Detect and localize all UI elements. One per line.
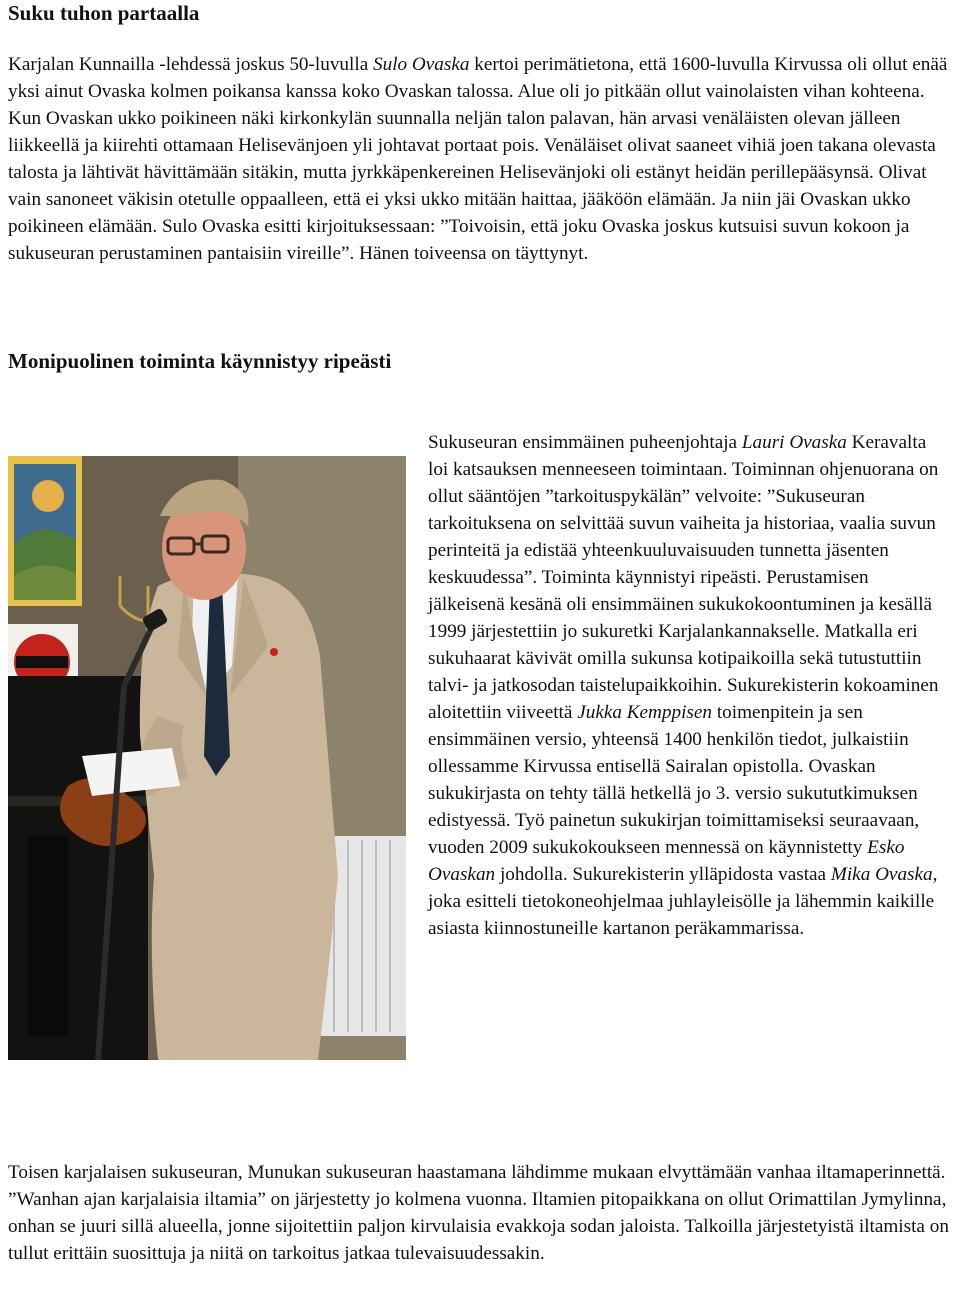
photo-piano xyxy=(8,676,148,1060)
italic-name: Esko Ovaskan xyxy=(428,837,905,885)
section-heading-monipuolinen-toiminta: Monipuolinen toiminta käynnistyy ripeästi xyxy=(8,349,392,373)
section1-paragraph: Karjalan Kunnailla -lehdessä joskus 50-luvulla Sulo Ovaska kertoi perimätietona, että 1600-luvulla Kirvussa oli ollut enää yksi ainut Ovaska kolmen poikansa kanssa koko Ovaskan talossa. Alue oli jo pitkään ollut vainolaisten vihan kohteena. Kun Ovaskan ukko poikineen näki kirkonkylän suunnalla neljän talon palavan, hän arvasi venäläisten olevan jälleen liikkeellä ja kiirehti ottamaan Helisevänjoen yli johtavat portaat pois. Venäläiset olivat saaneet vihiä joen takana olevasta talosta ja lähtivät hävittämään sitäkin, mutta jyrkkäpenkereinen Helisevänjoki oli estänyt heidän perillepääsynsä. Olivat vain sanoneet väkisin otetulle oppaalleen, että ei yksi ukko mitään haittaa, jääköön elämään. Ja niin jäi Ovaskan ukko poikineen elämään. Sulo Ovaska esitti kirjoituksessaan: ”Toivoisin, että joku Ovaska joskus kutsuisi suvun kokoon ja sukuseuran perustaminen pantaisiin vireille”. Hänen toiveensa on täyttynyt. xyxy=(8,54,948,264)
section-heading-suku-tuhon-partaalla: Suku tuhon partaalla xyxy=(8,1,200,25)
section2-paragraph: Sukuseuran ensimmäinen puheenjohtaja Lauri Ovaska Keravalta loi katsauksen menneeseen toimintaan. Toiminnan ohjenuorana on ollut sääntöjen ”tarkoituspykälän” velvoite: ”Sukuseuran tarkoituksena on selvittää suvun vaiheita ja historiaa, vaalia suvun perinteitä ja edistää yhteenkuuluvaisuuden tunnetta jäsenten keskuudessa”. Toiminta käynnistyi ripeästi. Perustamisen jälkeisenä kesänä oli ensimmäinen sukukokoontuminen ja kesällä 1999 järjestettiin jo sukuretki Karjalankannakselle. Matkalla eri sukuhaarat kävivät omilla sukunsa kotipaikoilla sekä tutustuttiin talvi- ja jatkosodan taistelupaikkoihin. Sukurekisterin kokoaminen aloitettiin viiveettä Jukka Kemppisen toimenpitein ja sen ensimmäinen versio, yhteensä 1400 henkilön tiedot, julkaistiin ollessamme Kirvussa entisellä Sairalan opistolla. Ovaskan sukukirjasta on tehty tällä hetkellä jo 3. versio sukututkimuksen edistyessä. Työ painetun sukukirjan toimittamiseksi seuraavaan, vuoden 2009 sukukokoukseen mennessä on käynnistetty Esko Ovaskan johdolla. Sukurekisterin ylläpidosta vastaa Mika Ovaska, joka esitteli tietokoneohjelmaa juhlayleisölle ja lähemmin kaikille asiasta kiinnostuneille kartanon peräkammarissa. xyxy=(428,432,939,939)
italic-name: Jukka Kemppisen xyxy=(577,702,713,723)
italic-name: Mika Ovaska xyxy=(830,864,933,885)
photo-painting xyxy=(8,456,82,606)
section3-paragraph: Toisen karjalaisen sukuseuran, Munukan sukuseuran haastamana lähdimme mukaan elvyttämään vanhaa iltamaperinnettä. ”Wanhan ajan karjalaisia iltamia” on järjestetty jo kolmena vuonna. Iltamien pitopaikkana on ollut Orimattilan Jymylinna, onhan se juuri sillä alueella, jonne sijoitettiin paljon kirvulaisia evakkoja sodan jaloista. Talkoilla järjestetyistä iltamista on tullut erittäin suosittuja ja niitä on tarkoitus jatkaa tulevaisuudessakin. xyxy=(8,1162,949,1264)
italic-name: Lauri Ovaska xyxy=(741,432,847,453)
italic-name: Sulo Ovaska xyxy=(373,54,470,75)
photo-speaker-at-microphone xyxy=(8,456,406,1060)
